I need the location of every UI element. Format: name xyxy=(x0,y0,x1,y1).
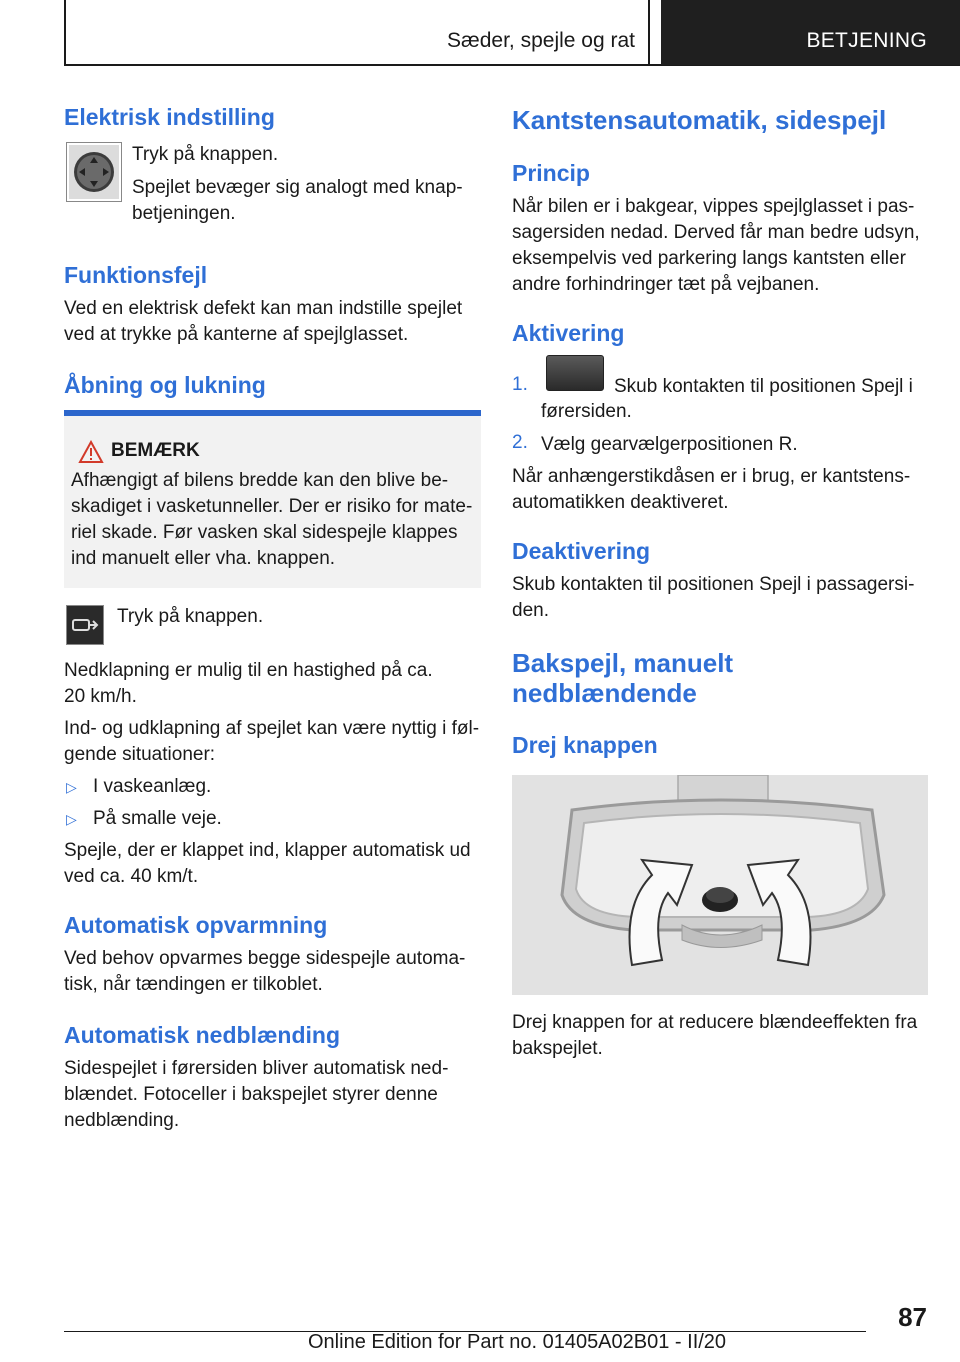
notice-box xyxy=(64,410,481,588)
text-spejlet-bevaeger-1: Spejlet bevæger sig analogt med knap- xyxy=(132,177,463,198)
heading-kantstensautomatik: Kantstensautomatik, sidespejl xyxy=(512,105,887,135)
rearview-mirror-illustration xyxy=(512,775,928,995)
text-deaktivering-1: Skub kontakten til positionen Spejl i passagersi- xyxy=(512,574,915,595)
heading-automatisk-opvarmning: Automatisk opvarmning xyxy=(64,912,328,938)
bullet-text-2: På smalle veje. xyxy=(93,808,222,829)
heading-bakspejl-line-1: Bakspejl, manuelt xyxy=(512,648,734,678)
heading-princip: Princip xyxy=(512,160,590,186)
mirror-fold-button-icon xyxy=(66,605,104,645)
text-indklapning-1: Ind- og udklapning af spejlet kan være nyttig i føl- xyxy=(64,718,480,739)
warning-icon xyxy=(78,440,104,464)
text-princip-1: Når bilen er i bakgear, vippes spejlglasset i pas- xyxy=(512,196,915,217)
page-number: 87 xyxy=(898,1302,927,1332)
text-nedklapning-2: 20 km/h. xyxy=(64,686,137,707)
heading-bakspejl-line-2: nedblændende xyxy=(512,678,697,708)
text-anhaenger-2: automatikken deaktiveret. xyxy=(512,492,729,513)
text-tryk-knappen-2: Tryk på knappen. xyxy=(117,606,264,627)
header-chapter-label: BETJENING xyxy=(806,29,927,52)
bullet-text-1: I vaskeanlæg. xyxy=(93,776,212,797)
heading-automatisk-nedblaending: Automatisk nedblænding xyxy=(64,1022,340,1048)
text-spejlet-bevaeger-2: betjeningen. xyxy=(132,203,236,224)
text-tryk-knappen-1: Tryk på knappen. xyxy=(132,144,279,165)
step-number-1: 1. xyxy=(512,374,528,395)
notice-line-2: skadiget i vasketunneller. Der er risiko for mate- xyxy=(71,496,473,517)
text-funktionsfejl-2: ved at trykke på kanterne af spejlglasset. xyxy=(64,324,409,345)
bullet-marker-2: ▷ xyxy=(66,811,77,827)
text-princip-3: eksempelvis ved parkering langs kantsten eller xyxy=(512,248,906,269)
header-divider-left xyxy=(64,0,66,65)
bullet-marker-1: ▷ xyxy=(66,779,77,795)
text-anhaenger-1: Når anhængerstikdåsen er i brug, er kantstens- xyxy=(512,466,911,487)
notice-bar xyxy=(64,410,481,416)
text-nedblaending-2: blændet. Fotoceller i bakspejlet styrer denne xyxy=(64,1084,438,1105)
heading-deaktivering: Deaktivering xyxy=(512,538,651,564)
text-indklapning-2: gende situationer: xyxy=(64,744,216,765)
step-2-text: Vælg gearvælgerpositionen R. xyxy=(541,434,798,455)
step-1-text-a: Skub kontakten til positionen Spejl i xyxy=(614,376,913,397)
header-section-title: Sæder, spejle og rat xyxy=(447,29,635,52)
text-nedblaending-1: Sidespejlet i førersiden bliver automatisk ned- xyxy=(64,1058,449,1079)
heading-funktionsfejl: Funktionsfejl xyxy=(64,262,208,288)
text-drej-2: bakspejlet. xyxy=(512,1038,603,1059)
text-opvarmning-1: Ved behov opvarmes begge sidespejle automa- xyxy=(64,948,466,969)
text-spejle-2: ved ca. 40 km/t. xyxy=(64,866,199,887)
footer-edition: Online Edition for Part no. 01405A02B01 - II/20 xyxy=(308,1331,727,1353)
heading-elektrisk-indstilling: Elektrisk indstilling xyxy=(64,104,275,130)
notice-line-4: ind manuelt eller vha. knappen. xyxy=(71,548,336,569)
mirror-switch-button-icon xyxy=(546,355,604,391)
step-number-2: 2. xyxy=(512,432,528,453)
notice-line-1: Afhængigt af bilens bredde kan den blive be- xyxy=(71,470,449,491)
text-drej-1: Drej knappen for at reducere blændeeffekten fra xyxy=(512,1012,918,1033)
text-funktionsfejl-1: Ved en elektrisk defekt kan man indstille spejlet xyxy=(64,298,463,319)
text-nedklapning-1: Nedklapning er mulig til en hastighed på ca. xyxy=(64,660,433,681)
mirror-adjust-button-icon xyxy=(66,142,122,202)
notice-line-3: riel skade. Før vasken skal sidespejle klappes xyxy=(71,522,458,543)
text-deaktivering-2: den. xyxy=(512,600,549,621)
heading-aktivering: Aktivering xyxy=(512,320,625,346)
header-chapter-tab xyxy=(661,0,960,65)
heading-abning-og-lukning: Åbning og lukning xyxy=(64,372,266,398)
header-divider-right xyxy=(648,0,650,65)
text-nedblaending-3: nedblænding. xyxy=(64,1110,180,1131)
text-princip-2: sagersiden nedad. Derved får man bedre udsyn, xyxy=(512,222,920,243)
heading-drej-knappen: Drej knappen xyxy=(512,732,658,758)
step-1-text-b: førersiden. xyxy=(541,401,632,422)
text-spejle-1: Spejle, der er klappet ind, klapper automatisk ud xyxy=(64,840,471,861)
text-opvarmning-2: tisk, når tændingen er tilkoblet. xyxy=(64,974,323,995)
notice-title: BEMÆRK xyxy=(111,440,200,461)
text-princip-4: andre forhindringer tæt på vejbanen. xyxy=(512,274,820,295)
